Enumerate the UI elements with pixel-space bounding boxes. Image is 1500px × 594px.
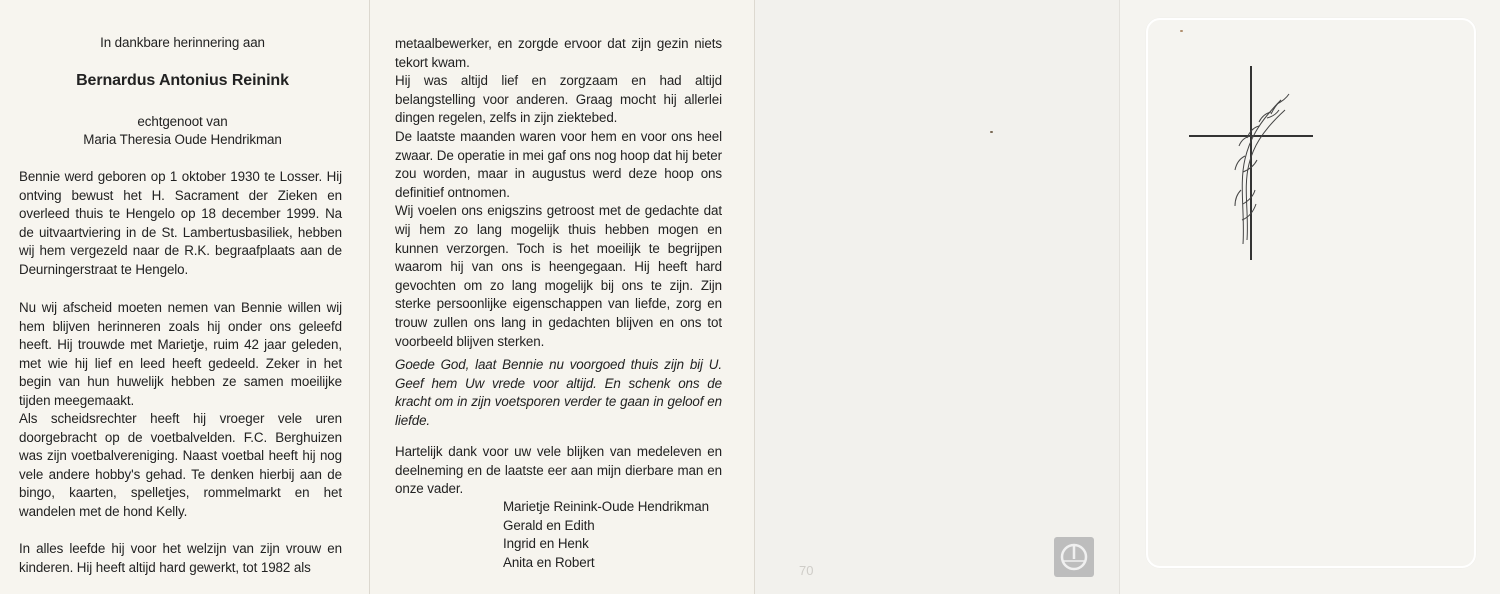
paragraph-character: Hij was altijd lief en zorgzaam en had altijd belangstelling voor anderen. Graag mocht hij allerlei dingen regelen, zelfs in zijn ziektebed. xyxy=(395,73,722,126)
deceased-name: Bernardus Antonius Reinink xyxy=(76,72,289,89)
paragraph-illness: De laatste maanden waren voor hem en voor ons heel zwaar. De operatie in mei gaf ons nog hoop dat hij beter zou worden, maar in augustus werd deze hoop ons definitief ontnomen. xyxy=(395,128,722,200)
publisher-logo-icon xyxy=(1054,537,1094,577)
paragraph-marriage: Nu wij afscheid moeten nemen van Bennie willen wij hem blijven herinneren zoals hij onder ons geleefd heeft. Hij trouwde met Marietje, ruim 42 jaar geleden, met wie hij lief en leed heeft gedeeld. Zeker in het begin van hun huwelijk hebben ze samen moeilijke tijden meegemaakt. xyxy=(19,300,342,408)
paragraph-birth-death: Bennie werd geboren op 1 oktober 1930 te Losser. Hij ontving bewust het H. Sacrament der Zieken en overleed thuis te Hengelo op 18 december 1999. Na de uitvaartviering in de St. Lambertusbasiliek, hebben wij hem vergezeld naar de R.K. begraafplaats aan de Deurningerstraat te Hengelo. xyxy=(19,169,342,277)
paragraph-comfort: Wij voelen ons enigszins getroost met de gedachte dat wij hem zo lang mogelijk thuis hebben mogen en kunnen verzorgen. Toch is het moeilijk te begrijpen waarom hij van ons is heengegaan. Hij heeft hard gevochten om zo lang mogelijk bij ons te zijn. Zijn sterke persoonlijke eigenschappen van liefde, zorg en trouw zullen ons lang in gedachten blijven en ons tot voorbeeld blijven sterken. xyxy=(395,203,722,349)
prayer: Goede God, laat Bennie nu voorgoed thuis zijn bij U. Geef hem Uw vrede voor altijd. En schenk ons de kracht om in zijn voetsporen verder te gaan in geloof en liefde. xyxy=(395,357,722,428)
signer: Anita en Robert xyxy=(503,554,595,570)
life-story-continued xyxy=(395,35,722,351)
paragraph-work: metaalbewerker, en zorgde ervoor dat zijn gezin niets tekort kwam. xyxy=(395,36,722,70)
signer: Marietje Reinink-Oude Hendrikman xyxy=(503,499,709,514)
spouse-label: echtgenoot van xyxy=(137,114,228,129)
inner-right-page xyxy=(370,0,755,594)
spouse-name: Maria Theresia Oude Hendrikman xyxy=(83,132,282,147)
inner-left-page xyxy=(0,0,370,594)
paragraph-hobbies: Als scheidsrechter heeft hij vroeger vele uren doorgebracht op de voetbalvelden. F.C. Berghuizen was zijn voetbalvereniging. Naast voetbal heeft hij nog vele andere hobby's gehad. Te denken hierbij aan de bingo, kaarten, spelletjes, rommelmarkt en het wandelen met de hond Kelly. xyxy=(19,411,342,519)
paper-speck xyxy=(990,131,993,133)
signer: Ingrid en Henk xyxy=(503,536,589,552)
page-number: 70 xyxy=(799,563,814,578)
intro-line: In dankbare herinnering aan xyxy=(100,35,265,50)
paragraph-family: In alles leefde hij voor het welzijn van zijn vrouw en kinderen. Hij heeft altijd hard gewerkt, tot 1982 als xyxy=(19,541,342,575)
signer: Gerald en Edith xyxy=(503,517,595,533)
back-page xyxy=(755,0,1120,594)
paper-speck xyxy=(1180,30,1183,32)
cross-with-wheat-icon xyxy=(1185,64,1315,264)
signers-list xyxy=(503,498,733,572)
thanks-text: Hartelijk dank voor uw vele blijken van medeleven en deelneming en de laatste eer aan mijn dierbare man en onze vader. xyxy=(395,444,722,497)
